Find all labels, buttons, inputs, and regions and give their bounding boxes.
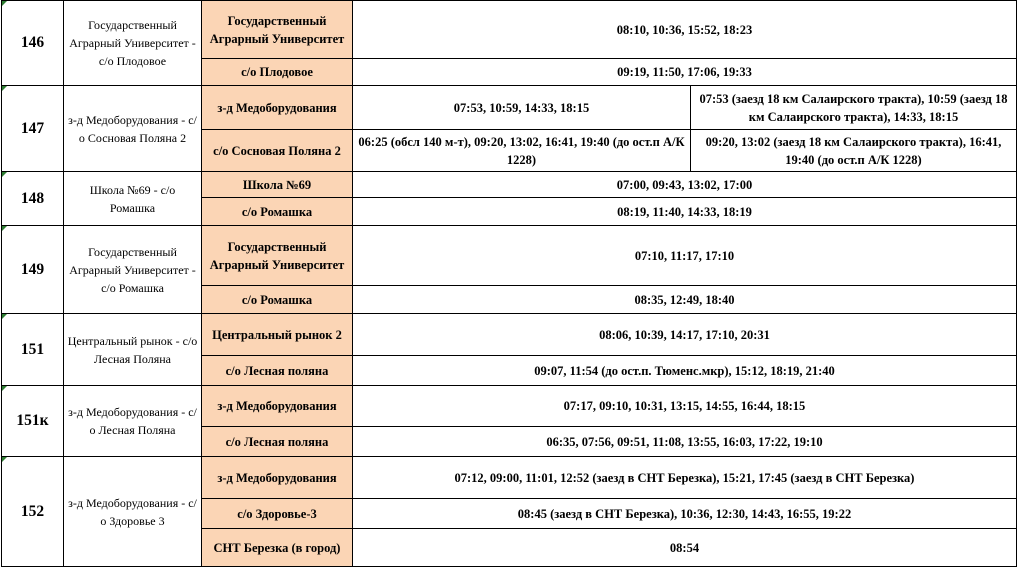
route-number: 151 bbox=[2, 314, 64, 386]
route-name: Государственный Аграрный Университет - с/о Плодовое bbox=[64, 1, 202, 86]
route-schedule-table bbox=[1, 0, 1017, 567]
stop-name: с/о Ромашка bbox=[202, 198, 353, 226]
departure-times: 08:10, 10:36, 15:52, 18:23 bbox=[353, 1, 1017, 59]
stop-name: с/о Ромашка bbox=[202, 286, 353, 314]
stop-name: с/о Сосновая Поляна 2 bbox=[202, 130, 353, 172]
departure-times: 09:19, 11:50, 17:06, 19:33 bbox=[353, 59, 1017, 86]
departure-times: 07:00, 09:43, 13:02, 17:00 bbox=[353, 172, 1017, 198]
stop-name: з-д Медоборудования bbox=[202, 457, 353, 499]
stop-name: с/о Плодовое bbox=[202, 59, 353, 86]
departure-times: 07:12, 09:00, 11:01, 12:52 (заезд в СНТ Березка), 15:21, 17:45 (заезд в СНТ Березка) bbox=[353, 457, 1017, 499]
table-row bbox=[2, 172, 1017, 198]
route-number: 151к bbox=[2, 386, 64, 457]
stop-name: з-д Медоборудования bbox=[202, 86, 353, 130]
stop-name: Школа №69 bbox=[202, 172, 353, 198]
route-number: 152 bbox=[2, 457, 64, 567]
stop-name: с/о Лесная поляна bbox=[202, 427, 353, 457]
route-number: 147 bbox=[2, 86, 64, 172]
route-name: з-д Медоборудования - с/о Сосновая Поляна 2 bbox=[64, 86, 202, 172]
stop-name: Центральный рынок 2 bbox=[202, 314, 353, 356]
departure-times-primary: 06:25 (обсл 140 м-т), 09:20, 13:02, 16:41, 19:40 (до ост.п А/К 1228) bbox=[353, 130, 691, 172]
departure-times: 08:54 bbox=[353, 529, 1017, 567]
departure-times: 07:17, 09:10, 10:31, 13:15, 14:55, 16:44, 18:15 bbox=[353, 386, 1017, 427]
table-row bbox=[2, 457, 1017, 499]
route-name: Государственный Аграрный Университет - с/о Ромашка bbox=[64, 226, 202, 314]
departure-times: 09:07, 11:54 (до ост.п. Тюменс.мкр), 15:12, 18:19, 21:40 bbox=[353, 356, 1017, 386]
departure-times-alternate: 09:20, 13:02 (заезд 18 км Салаирского тракта), 16:41, 19:40 (до ост.п А/К 1228) bbox=[691, 130, 1017, 172]
departure-times: 08:06, 10:39, 14:17, 17:10, 20:31 bbox=[353, 314, 1017, 356]
table-row bbox=[2, 1, 1017, 59]
route-name: з-д Медоборудования - с/о Здоровье 3 bbox=[64, 457, 202, 567]
table-row bbox=[2, 314, 1017, 356]
table-row bbox=[2, 386, 1017, 427]
departure-times: 08:19, 11:40, 14:33, 18:19 bbox=[353, 198, 1017, 226]
stop-name: Государственный Аграрный Университет bbox=[202, 1, 353, 59]
stop-name: с/о Здоровье-3 bbox=[202, 499, 353, 529]
departure-times-primary: 07:53, 10:59, 14:33, 18:15 bbox=[353, 86, 691, 130]
route-number: 148 bbox=[2, 172, 64, 226]
stop-name: СНТ Березка (в город) bbox=[202, 529, 353, 567]
stop-name: с/о Лесная поляна bbox=[202, 356, 353, 386]
route-name: Центральный рынок - с/о Лесная Поляна bbox=[64, 314, 202, 386]
table-row bbox=[2, 86, 1017, 130]
departure-times: 06:35, 07:56, 09:51, 11:08, 13:55, 16:03, 17:22, 19:10 bbox=[353, 427, 1017, 457]
route-name: з-д Медоборудования - с/о Лесная Поляна bbox=[64, 386, 202, 457]
stop-name: з-д Медоборудования bbox=[202, 386, 353, 427]
table-row bbox=[2, 226, 1017, 286]
route-number: 146 bbox=[2, 1, 64, 86]
departure-times-alternate: 07:53 (заезд 18 км Салаирского тракта), 10:59 (заезд 18 км Салаирского тракта), 14:33, 18:15 bbox=[691, 86, 1017, 130]
departure-times: 07:10, 11:17, 17:10 bbox=[353, 226, 1017, 286]
route-number: 149 bbox=[2, 226, 64, 314]
departure-times: 08:35, 12:49, 18:40 bbox=[353, 286, 1017, 314]
departure-times: 08:45 (заезд в СНТ Березка), 10:36, 12:30, 14:43, 16:55, 19:22 bbox=[353, 499, 1017, 529]
route-name: Школа №69 - с/о Ромашка bbox=[64, 172, 202, 226]
stop-name: Государственный Аграрный Университет bbox=[202, 226, 353, 286]
